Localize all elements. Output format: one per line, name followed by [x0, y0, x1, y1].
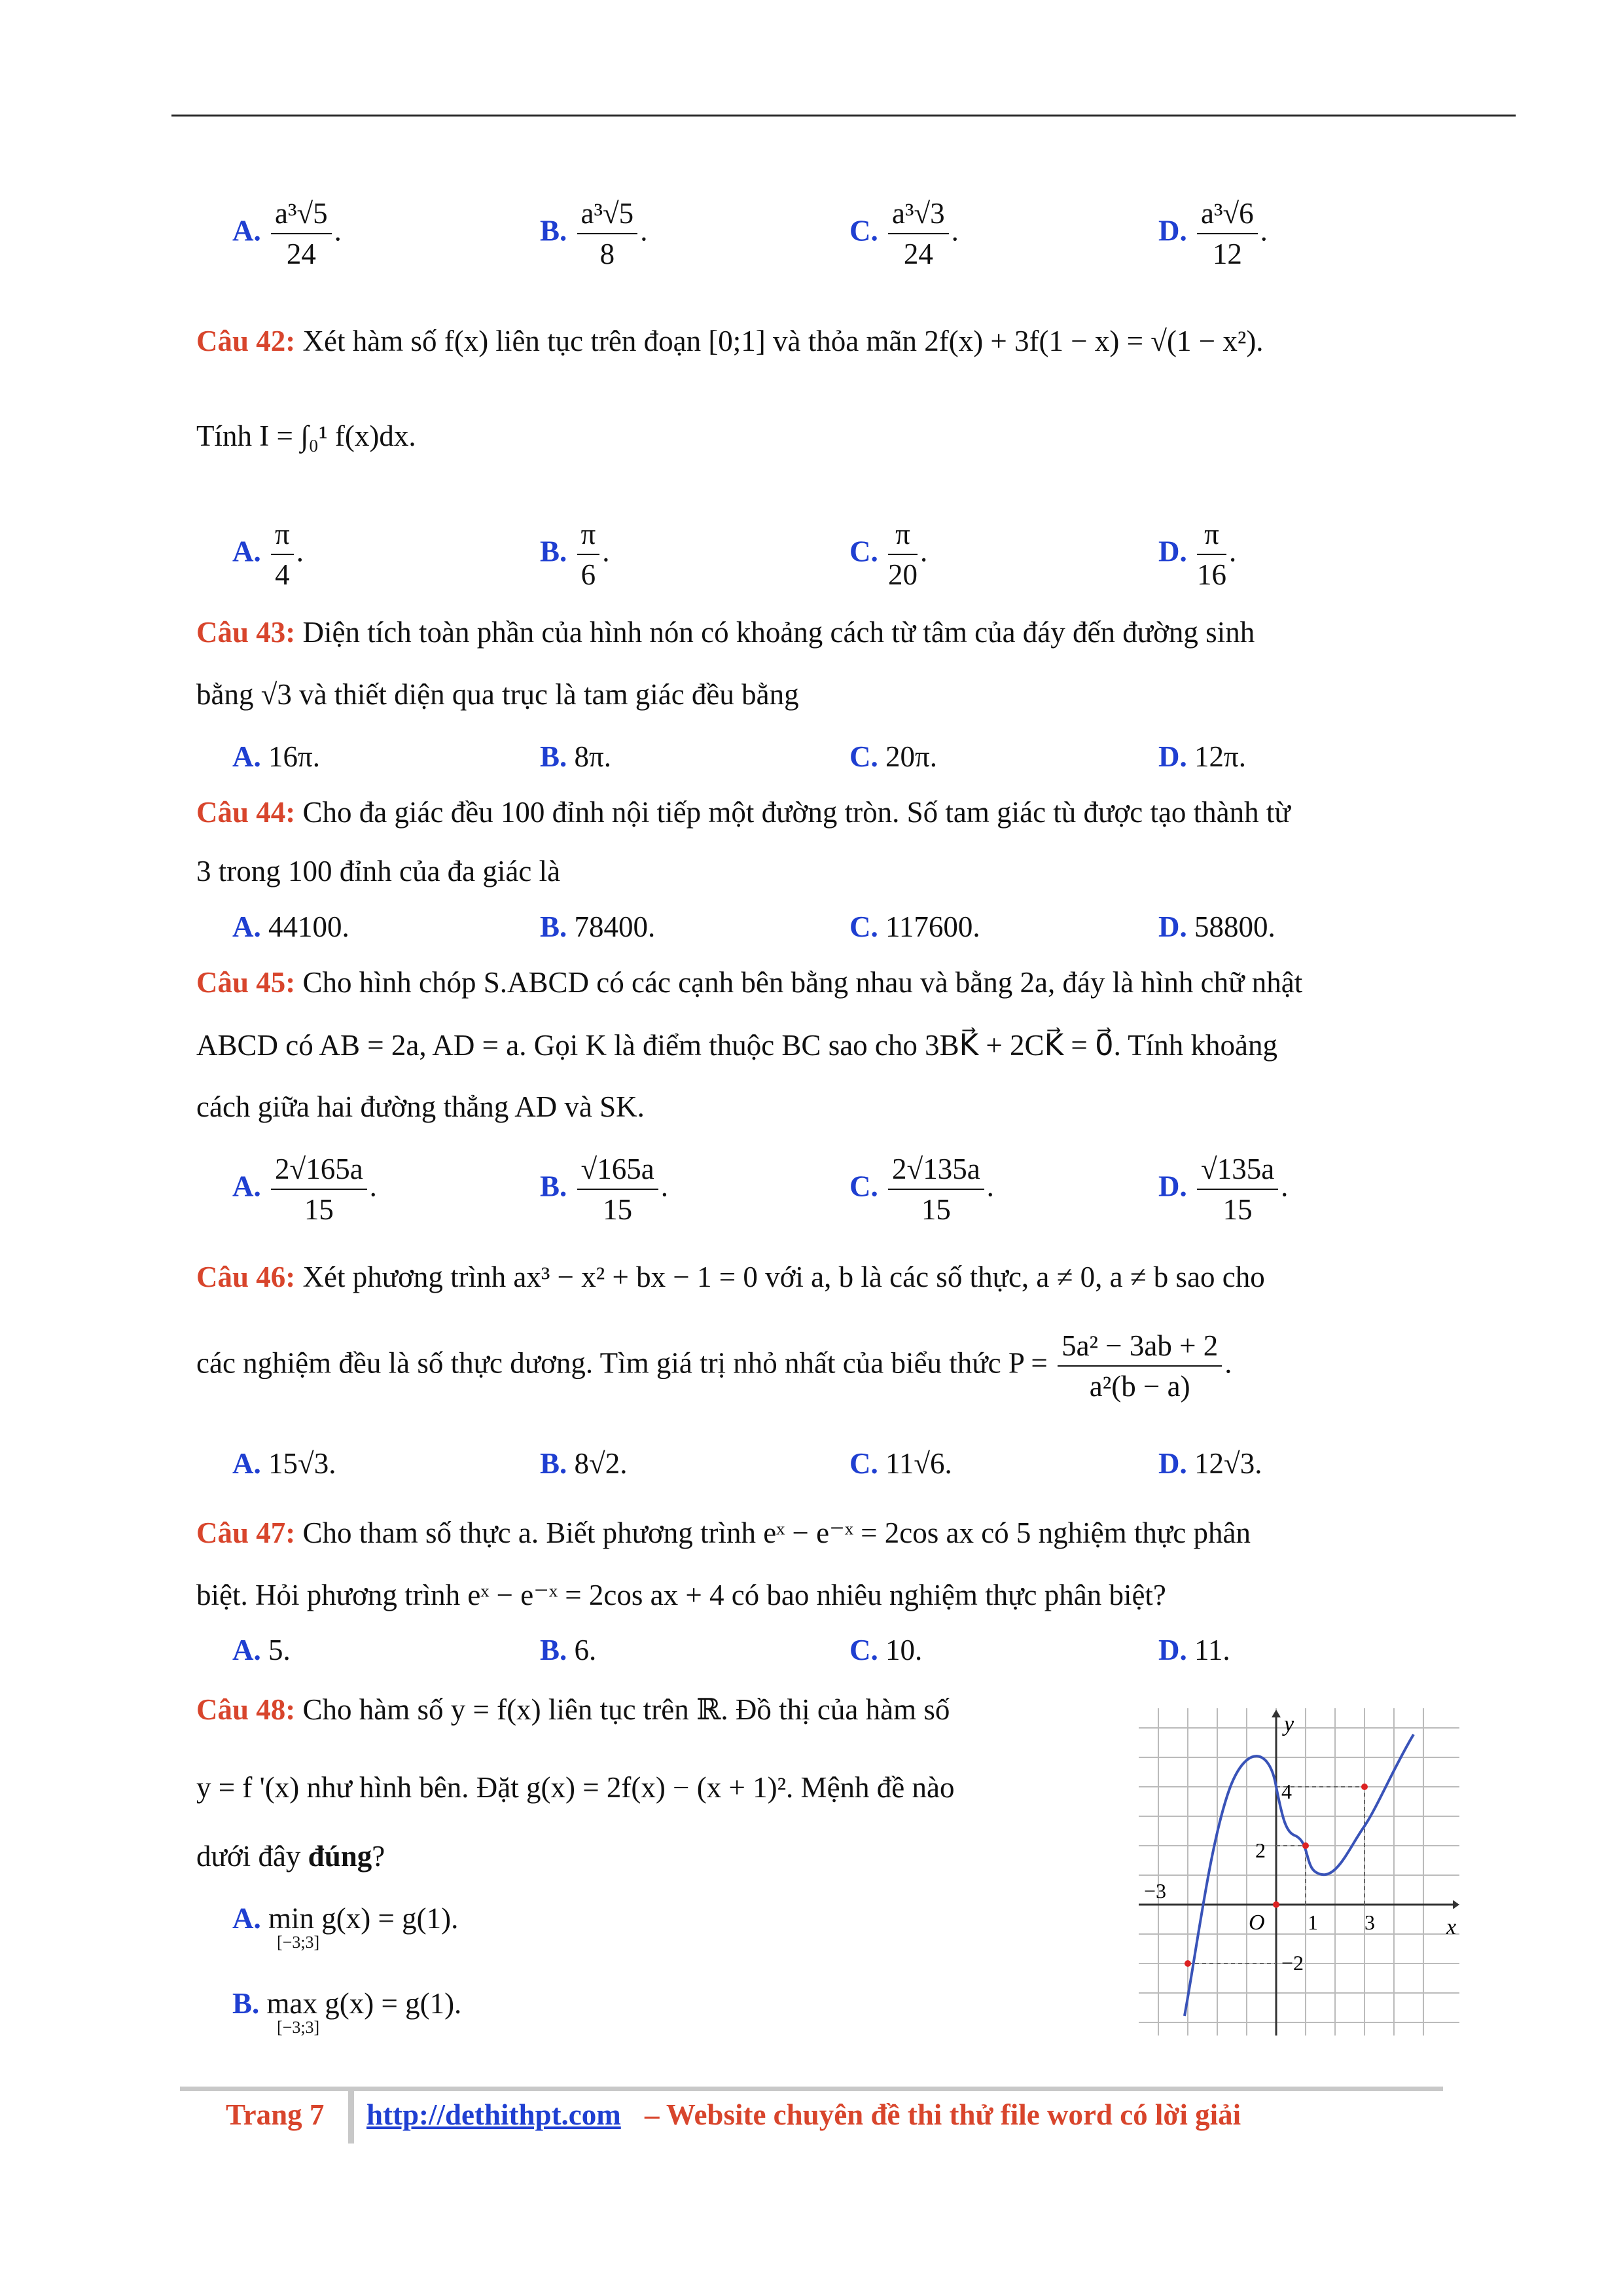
q48-option-a[interactable]: A. min g(x) = g(1). [−3;3] [232, 1902, 459, 1952]
origin-label: O [1249, 1910, 1265, 1935]
q48-line2: y = f '(x) như hình bên. Đặt g(x) = 2f(x) − (x + 1)². Mệnh đề nào [196, 1771, 955, 1804]
q45-options [232, 1152, 1476, 1224]
tick-minus-2: −2 [1281, 1951, 1304, 1975]
q43-line2: bằng √3 và thiết diện qua trục là tam giác đều bằng [196, 678, 799, 711]
q41-option-c[interactable]: C. $\frac{\text{a³√3}}{24}$ . [849, 197, 959, 270]
q43-line1: Câu 43: Diện tích toàn phần của hình nón có khoảng cách từ tâm của đáy đến đường sinh [196, 616, 1255, 649]
q42-option-a[interactable]: A. $\frac{\pi}{4}$ . [232, 518, 304, 591]
tick-minus-3: −3 [1144, 1879, 1167, 1903]
q45-option-b[interactable]: B. $\frac{√165a}{15}$ . [540, 1153, 668, 1226]
website-link[interactable]: http://dethithpt.com [366, 2098, 621, 2131]
tick-1: 1 [1308, 1910, 1318, 1934]
q44-line1: Câu 44: Cho đa giác đều 100 đỉnh nội tiếp một đường tròn. Số tam giác tù được tạo thành từ [196, 796, 1291, 829]
q42-options [232, 517, 1476, 589]
q46-line1: Câu 46: Xét phương trình ax³ − x² + bx − 1 = 0 với a, b là các số thực, a ≠ 0, a ≠ b sao cho [196, 1261, 1265, 1293]
q44-option-b[interactable]: B. 78400. [540, 910, 656, 943]
option-label: A. [232, 214, 261, 247]
q41-option-a[interactable]: A. $\frac{\text{a³√5}}{24}$ . [232, 197, 342, 270]
fraction: $\frac{\text{a³√5}}{24}$ [271, 196, 332, 271]
q42-option-c[interactable]: C. $\frac{\pi}{20}$ . [849, 518, 928, 591]
q42-line1 [196, 324, 1264, 358]
y-label: y [1284, 1712, 1294, 1736]
page-number: Trang 7 [226, 2098, 325, 2131]
q43-option-a[interactable]: A. 16π. [232, 740, 320, 773]
q46-options [232, 1446, 1476, 1518]
fraction: $\frac{\text{a³√3}}{24}$ [888, 196, 949, 271]
grid [1139, 1708, 1459, 2036]
q43-option-d[interactable]: D. 12π. [1158, 740, 1246, 773]
q45-option-a[interactable]: A. $\frac{2√165a}{15}$ . [232, 1153, 377, 1226]
q46-option-a[interactable]: A. 15√3. [232, 1447, 336, 1480]
q46-option-d[interactable]: D. 12√3. [1158, 1447, 1262, 1480]
q46-option-b[interactable]: B. 8√2. [540, 1447, 628, 1480]
option-label: C. [849, 214, 878, 247]
q47-option-c[interactable]: C. 10. [849, 1634, 923, 1666]
option-label: B. [540, 214, 567, 247]
q45-option-d[interactable]: D. $\frac{√135a}{15}$ . [1158, 1153, 1289, 1226]
q44-option-c[interactable]: C. 117600. [849, 910, 980, 943]
q47-line2: biệt. Hỏi phương trình eˣ − e⁻ˣ = 2cos ax + 4 có bao nhiêu nghiệm thực phân biệt? [196, 1579, 1166, 1611]
q45-line3: cách giữa hai đường thẳng AD và SK. [196, 1090, 645, 1123]
q42-line2 [196, 419, 416, 453]
q47-option-b[interactable]: B. 6. [540, 1634, 597, 1666]
y-axis-arrow [1272, 1710, 1281, 1717]
q42-option-b[interactable]: B. $\frac{\pi}{6}$ . [540, 518, 610, 591]
q45-line2: ABCD có AB = 2a, AD = a. Gọi K là điểm thuộc BC sao cho 3BK⃗ + 2CK⃗ = 0⃗. Tính khoảng [196, 1029, 1277, 1062]
q47-option-d[interactable]: D. 11. [1158, 1634, 1230, 1666]
q44-option-a[interactable]: A. 44100. [232, 910, 349, 943]
q43-option-c[interactable]: C. 20π. [849, 740, 937, 773]
q42-option-d[interactable]: D. $\frac{\pi}{16}$ . [1158, 518, 1237, 591]
q46-line2: các nghiệm đều là số thực dương. Tìm giá trị nhỏ nhất của biểu thức P = $\frac{\text{5a² − 3ab + 2}}{\text{a²(b − a)}}$ . [196, 1329, 1232, 1403]
header-rule [171, 115, 1516, 117]
q47-option-a[interactable]: A. 5. [232, 1634, 291, 1666]
q41-option-b[interactable]: B. $\frac{\text{a³√5}}{8}$ . [540, 197, 648, 270]
q44-line2: 3 trong 100 đỉnh của đa giác là [196, 855, 561, 888]
q45-option-c[interactable]: C. $\frac{2√135a}{15}$ . [849, 1153, 994, 1226]
tick-3: 3 [1364, 1910, 1375, 1934]
q41-option-d[interactable]: D. $\frac{\text{a³√6}}{12}$ . [1158, 197, 1268, 270]
question-label: Câu 42: [196, 325, 296, 357]
fraction: $\frac{\text{a³√5}}{8}$ [577, 196, 638, 271]
fraction: $\frac{\text{a³√6}}{12}$ [1197, 196, 1258, 271]
footer-rule [180, 2087, 1443, 2091]
footer-description: – Website chuyên đề thi thử file word có lời giải [645, 2098, 1241, 2131]
q44-option-d[interactable]: D. 58800. [1158, 910, 1275, 943]
q48-option-b[interactable]: B. max g(x) = g(1). [−3;3] [232, 1987, 462, 2037]
q45-line1: Câu 45: Cho hình chóp S.ABCD có các cạnh bên bằng nhau và bằng 2a, đáy là hình chữ nhật [196, 966, 1303, 999]
interval-subscript: [−3;3] [277, 1933, 320, 1952]
x-axis-arrow [1453, 1900, 1459, 1909]
option-label: D. [1158, 214, 1187, 247]
tick-2: 2 [1255, 1839, 1266, 1862]
q48-line1: Câu 48: Cho hàm số y = f(x) liên tục trên ℝ. Đồ thị của hàm số [196, 1693, 950, 1726]
q41-options [232, 196, 1476, 268]
q43-option-b[interactable]: B. 8π. [540, 740, 611, 773]
q46-option-c[interactable]: C. 11√6. [849, 1447, 952, 1480]
q48-line3: dưới đây đúng? [196, 1840, 385, 1873]
interval-subscript: [−3;3] [277, 2018, 320, 2037]
tick-4: 4 [1281, 1780, 1292, 1803]
q47-line1: Câu 47: Cho tham số thực a. Biết phương trình eˣ − e⁻ˣ = 2cos ax có 5 nghiệm thực phân [196, 1516, 1251, 1549]
question-text: Tính I = ∫₀¹ f(x)dx. [196, 420, 416, 452]
derivative-graph [1139, 1708, 1459, 2036]
question-text: Xét hàm số f(x) liên tục trên đoạn [0;1] và thỏa mãn 2f(x) + 3f(1 − x) = √(1 − x²). [302, 325, 1264, 357]
p-fraction: $\frac{\text{5a² − 3ab + 2}}{\text{a²(b − a)}}$ [1058, 1329, 1222, 1403]
footer-separator [348, 2091, 354, 2144]
x-label: x [1446, 1915, 1457, 1939]
